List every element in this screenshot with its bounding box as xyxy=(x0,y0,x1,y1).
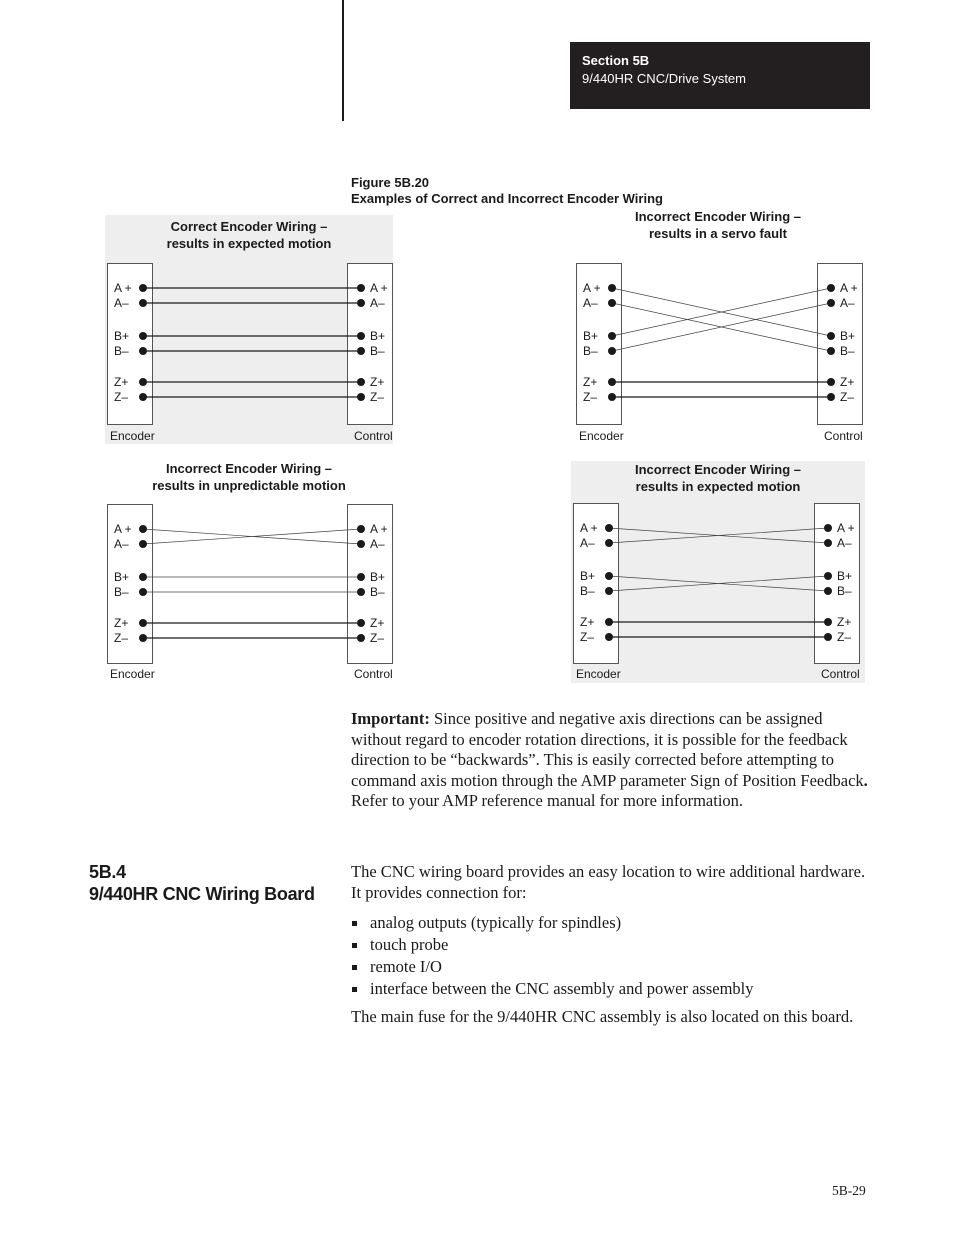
pin-label: Z+ xyxy=(114,616,129,630)
figure-title: Examples of Correct and Incorrect Encoder Wiring xyxy=(351,191,663,206)
pin-label: A + xyxy=(840,281,858,295)
pin-label: B+ xyxy=(583,329,599,343)
list-item: analog outputs (typically for spindles) xyxy=(351,912,754,934)
pin-terminal-dot xyxy=(824,633,832,641)
pin-terminal-dot xyxy=(357,332,365,340)
connection-list xyxy=(351,912,754,1000)
wire-layer xyxy=(105,215,393,444)
pin-terminal-dot xyxy=(605,633,613,641)
pin-label: A– xyxy=(370,537,385,551)
encoder-label: Encoder xyxy=(579,429,624,443)
figure-caption xyxy=(351,175,663,207)
pin-terminal-dot xyxy=(357,634,365,642)
pin-label: B+ xyxy=(837,569,853,583)
pin-label: A– xyxy=(114,296,129,310)
pin-label: B– xyxy=(370,344,385,358)
pin-terminal-dot xyxy=(139,332,147,340)
pin-terminal-dot xyxy=(824,587,832,595)
control-label: Control xyxy=(824,429,863,443)
pin-terminal-dot xyxy=(608,378,616,386)
pin-label: B+ xyxy=(370,329,386,343)
encoder-label: Encoder xyxy=(576,667,621,681)
pin-label: A + xyxy=(580,521,598,535)
pin-label: Z– xyxy=(114,631,129,645)
pin-label: A– xyxy=(840,296,855,310)
pin-terminal-dot xyxy=(824,524,832,532)
pin-label: B+ xyxy=(840,329,856,343)
system-label: 9/440HR CNC/Drive System xyxy=(582,71,746,86)
pin-terminal-dot xyxy=(605,524,613,532)
pin-terminal-dot xyxy=(139,540,147,548)
pin-terminal-dot xyxy=(139,284,147,292)
pin-terminal-dot xyxy=(608,332,616,340)
wiring-diagram-panel xyxy=(105,215,393,444)
pin-terminal-dot xyxy=(824,618,832,626)
section-title: 9/440HR CNC Wiring Board xyxy=(89,884,315,904)
section-heading xyxy=(89,861,315,905)
pin-terminal-dot xyxy=(608,284,616,292)
diagram-title-line1: Incorrect Encoder Wiring – xyxy=(634,209,802,224)
pin-label: Z– xyxy=(837,630,852,644)
wire-layer xyxy=(105,457,393,683)
important-label: Important: xyxy=(351,709,430,728)
section-header-box xyxy=(570,42,870,109)
wiring-diagram-panel xyxy=(105,457,393,683)
pin-label: Z+ xyxy=(114,375,129,389)
pin-terminal-dot xyxy=(605,539,613,547)
wiring-diagram-panel xyxy=(571,205,865,444)
pin-terminal-dot xyxy=(139,525,147,533)
pin-terminal-dot xyxy=(827,347,835,355)
page-number: 5B-29 xyxy=(832,1183,866,1198)
pin-terminal-dot xyxy=(139,347,147,355)
pin-terminal-dot xyxy=(357,588,365,596)
diagram-title-line1: Incorrect Encoder Wiring – xyxy=(634,462,802,477)
pin-label: B– xyxy=(370,585,385,599)
pin-label: B+ xyxy=(114,329,130,343)
figure-number: Figure 5B.20 xyxy=(351,175,430,190)
pin-label: B– xyxy=(580,584,595,598)
pin-terminal-dot xyxy=(139,378,147,386)
pin-terminal-dot xyxy=(824,539,832,547)
pin-terminal-dot xyxy=(608,299,616,307)
pin-label: Z+ xyxy=(370,616,385,630)
pin-label: Z– xyxy=(583,390,598,404)
pin-label: Z– xyxy=(370,631,385,645)
pin-label: B– xyxy=(837,584,852,598)
pin-label: B+ xyxy=(370,570,386,584)
pin-label: A + xyxy=(114,281,132,295)
pin-label: A– xyxy=(837,536,852,550)
diagram-title-line2: results in expected motion xyxy=(166,236,332,251)
pin-label: A– xyxy=(114,537,129,551)
margin-rule xyxy=(342,0,344,121)
important-note xyxy=(351,709,876,812)
encoder-label: Encoder xyxy=(110,429,155,443)
pin-label: A– xyxy=(580,536,595,550)
important-period: . xyxy=(863,770,868,790)
list-item: touch probe xyxy=(351,934,754,956)
pin-label: A + xyxy=(583,281,601,295)
pin-label: Z– xyxy=(114,390,129,404)
pin-terminal-dot xyxy=(357,573,365,581)
wire-layer xyxy=(571,461,865,683)
list-item: remote I/O xyxy=(351,956,754,978)
pin-terminal-dot xyxy=(608,347,616,355)
pin-label: A + xyxy=(370,522,388,536)
pin-label: B– xyxy=(114,344,129,358)
pin-terminal-dot xyxy=(605,587,613,595)
section-number: 5B.4 xyxy=(89,862,126,882)
important-text: Since positive and negative axis directions can be assigned without regard to encoder rotation directions, it is possible for the feedback direction to be “backwards”. This is easily corrected before attempting to command axis motion through the AMP parameter Sign of Position Feedback xyxy=(351,709,864,790)
wire-layer xyxy=(571,205,865,444)
pin-terminal-dot xyxy=(139,299,147,307)
pin-terminal-dot xyxy=(605,618,613,626)
pin-terminal-dot xyxy=(357,347,365,355)
pin-terminal-dot xyxy=(357,299,365,307)
pin-terminal-dot xyxy=(605,572,613,580)
pin-terminal-dot xyxy=(357,540,365,548)
pin-label: B+ xyxy=(580,569,596,583)
important-text-end: Refer to your AMP reference manual for more information. xyxy=(351,791,744,810)
pin-terminal-dot xyxy=(827,378,835,386)
fuse-note: The main fuse for the 9/440HR CNC assembly is also located on this board. xyxy=(351,1007,854,1026)
diagram-title-line1: Correct Encoder Wiring – xyxy=(170,219,328,234)
pin-label: B+ xyxy=(114,570,130,584)
pin-terminal-dot xyxy=(357,619,365,627)
pin-terminal-dot xyxy=(139,573,147,581)
diagram-title-line2: results in unpredictable motion xyxy=(152,478,346,493)
diagram-title-line2: results in a servo fault xyxy=(649,226,787,241)
pin-label: A + xyxy=(837,521,855,535)
pin-label: A– xyxy=(583,296,598,310)
pin-terminal-dot xyxy=(357,378,365,386)
section-label: Section 5B xyxy=(582,53,650,68)
pin-label: A + xyxy=(370,281,388,295)
pin-terminal-dot xyxy=(139,619,147,627)
pin-label: A + xyxy=(114,522,132,536)
pin-terminal-dot xyxy=(827,299,835,307)
pin-terminal-dot xyxy=(139,588,147,596)
control-label: Control xyxy=(821,667,860,681)
diagram-title-line1: Incorrect Encoder Wiring – xyxy=(165,461,333,476)
pin-label: A– xyxy=(370,296,385,310)
pin-label: Z+ xyxy=(840,375,855,389)
pin-label: Z+ xyxy=(580,615,595,629)
pin-terminal-dot xyxy=(608,393,616,401)
encoder-label: Encoder xyxy=(110,667,155,681)
pin-label: Z+ xyxy=(370,375,385,389)
pin-terminal-dot xyxy=(824,572,832,580)
pin-terminal-dot xyxy=(139,634,147,642)
pin-terminal-dot xyxy=(357,525,365,533)
diagram-title-line2: results in expected motion xyxy=(635,479,801,494)
pin-label: B– xyxy=(114,585,129,599)
pin-label: B– xyxy=(840,344,855,358)
pin-terminal-dot xyxy=(357,284,365,292)
pin-label: Z– xyxy=(580,630,595,644)
pin-terminal-dot xyxy=(139,393,147,401)
wiring-diagram-panel xyxy=(571,461,865,683)
control-label: Control xyxy=(354,429,393,443)
pin-terminal-dot xyxy=(827,332,835,340)
pin-label: B– xyxy=(583,344,598,358)
pin-label: Z+ xyxy=(837,615,852,629)
control-label: Control xyxy=(354,667,393,681)
section-intro: The CNC wiring board provides an easy location to wire additional hardware. It provides connection for: xyxy=(351,862,866,902)
pin-terminal-dot xyxy=(357,393,365,401)
pin-label: Z+ xyxy=(583,375,598,389)
list-item: interface between the CNC assembly and power assembly xyxy=(351,978,754,1000)
pin-terminal-dot xyxy=(827,284,835,292)
pin-label: Z– xyxy=(840,390,855,404)
pin-terminal-dot xyxy=(827,393,835,401)
pin-label: Z– xyxy=(370,390,385,404)
